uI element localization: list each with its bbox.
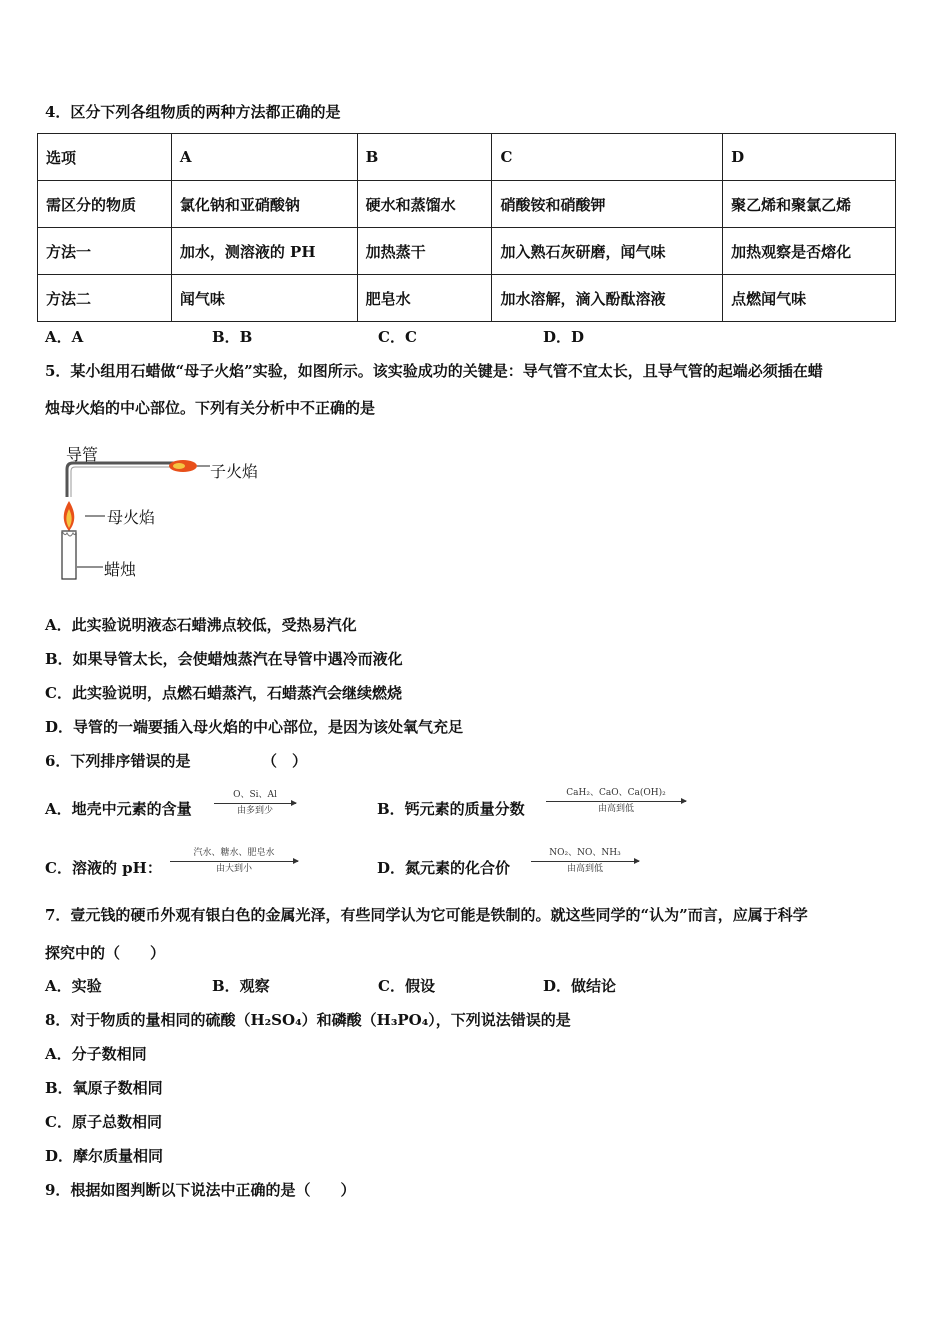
q5-stem-line1: 5．某小组用石蜡做“母子火焰”实验，如图所示。该实验成功的关键是：导气管不宜太长，且导气管的起端必须插在蜡 <box>45 362 823 380</box>
table-cell: 点燃闻气味 <box>723 275 896 322</box>
table-cell: B <box>357 134 492 181</box>
table-cell: 加入熟石灰研磨，闻气味 <box>492 228 723 275</box>
q4-option-a[interactable]: A．A <box>45 328 84 346</box>
q8-stem: 8．对于物质的量相同的硫酸（H₂SO₄）和磷酸（H₃PO₄），下列说法错误的是 <box>45 1011 571 1029</box>
q5-option-b[interactable]: B．如果导管太长，会使蜡烛蒸汽在导管中遇冷而液化 <box>45 650 403 668</box>
table-cell: 加水溶解，滴入酚酞溶液 <box>492 275 723 322</box>
q6-c-arrow <box>170 848 298 875</box>
q4-option-d[interactable]: D．D <box>543 328 585 346</box>
table-cell: 氯化钠和亚硝酸钠 <box>171 181 357 228</box>
q7-option-d[interactable]: D．做结论 <box>543 977 617 995</box>
table-cell: 肥皂水 <box>357 275 492 322</box>
q6-b-arrow <box>546 788 686 815</box>
table-cell: A <box>171 134 357 181</box>
table-cell: 方法一 <box>38 228 172 275</box>
table-cell: 加水，测溶液的 PH <box>171 228 357 275</box>
table-header-row <box>38 134 896 181</box>
q6-b-arrow-top: CaH₂、CaO、Ca(OH)₂ <box>566 788 666 798</box>
table-cell: D <box>723 134 896 181</box>
child-flame-label: 子火焰 <box>210 462 259 481</box>
q6-c-arrow-bottom: 由大到小 <box>215 864 252 874</box>
q4-table <box>37 133 896 322</box>
q7-option-c[interactable]: C．假设 <box>378 977 435 995</box>
table-row <box>38 181 896 228</box>
q5-option-c[interactable]: C．此实验说明，点燃石蜡蒸汽，石蜡蒸汽会继续燃烧 <box>45 684 402 702</box>
table-row <box>38 275 896 322</box>
q6-paren: （ ） <box>262 752 308 770</box>
q6-option-b[interactable]: B．钙元素的质量分数 <box>377 800 525 818</box>
q6-d-arrow <box>531 848 639 875</box>
q6-b-arrow-bottom: 由高到低 <box>597 804 634 814</box>
gas-tube <box>67 463 175 497</box>
candle-icon <box>62 531 76 579</box>
candle-label: 蜡烛 <box>104 560 137 579</box>
q7-stem-line2: 探究中的（ ） <box>45 944 166 962</box>
mother-flame-label: 母火焰 <box>107 508 156 527</box>
table-cell: 加热观察是否熔化 <box>723 228 896 275</box>
q7-option-a[interactable]: A．实验 <box>45 977 102 995</box>
table-cell: 选项 <box>38 134 172 181</box>
table-cell: 加热蒸干 <box>357 228 492 275</box>
q6-d-arrow-bottom: 由高到低 <box>566 864 603 874</box>
table-cell: 需区分的物质 <box>38 181 172 228</box>
q6-option-d[interactable]: D．氮元素的化合价 <box>377 859 511 877</box>
q8-option-c[interactable]: C．原子总数相同 <box>45 1113 162 1131</box>
q5-option-a[interactable]: A．此实验说明液态石蜡沸点较低，受热易汽化 <box>45 616 357 634</box>
q4-option-c[interactable]: C．C <box>378 328 417 346</box>
table-cell: 聚乙烯和聚氯乙烯 <box>723 181 896 228</box>
q6-c-arrow-top: 汽水、糖水、肥皂水 <box>193 848 275 858</box>
q4-stem: 4．区分下列各组物质的两种方法都正确的是 <box>45 103 341 121</box>
q6-option-a[interactable]: A．地壳中元素的含量 <box>45 800 192 818</box>
q5-option-d[interactable]: D．导管的一端要插入母火焰的中心部位，是因为该处氧气充足 <box>45 718 464 736</box>
q4-option-b[interactable]: B．B <box>212 328 253 346</box>
q6-a-arrow <box>214 790 296 817</box>
table-cell: 硬水和蒸馏水 <box>357 181 492 228</box>
table-cell: 方法二 <box>38 275 172 322</box>
table-cell: 硝酸铵和硝酸钾 <box>492 181 723 228</box>
table-cell: 闻气味 <box>171 275 357 322</box>
q6-a-arrow-bottom: 由多到少 <box>236 806 273 816</box>
q8-option-d[interactable]: D．摩尔质量相同 <box>45 1147 164 1165</box>
q8-option-a[interactable]: A．分子数相同 <box>45 1045 147 1063</box>
q9-stem: 9．根据如图判断以下说法中正确的是（ ） <box>45 1181 356 1199</box>
q6-option-c[interactable]: C．溶液的 pH： <box>45 859 162 877</box>
q7-stem-line1: 7．壹元钱的硬币外观有银白色的金属光泽，有些同学认为它可能是铁制的。就这些同学的“认为”而言，应属于科学 <box>45 906 808 924</box>
q6-d-arrow-top: NO₂、NO、NH₃ <box>549 848 621 858</box>
table-row <box>38 228 896 275</box>
q8-option-b[interactable]: B．氧原子数相同 <box>45 1079 163 1097</box>
table-cell: C <box>492 134 723 181</box>
q6-a-arrow-top: O、Si、Al <box>233 790 277 800</box>
q5-stem-line2: 烛母火焰的中心部位。下列有关分析中不正确的是 <box>45 399 376 417</box>
q6-stem: 6．下列排序错误的是 <box>45 752 191 770</box>
q7-option-b[interactable]: B．观察 <box>212 977 270 995</box>
tube-label: 导管 <box>66 445 99 464</box>
